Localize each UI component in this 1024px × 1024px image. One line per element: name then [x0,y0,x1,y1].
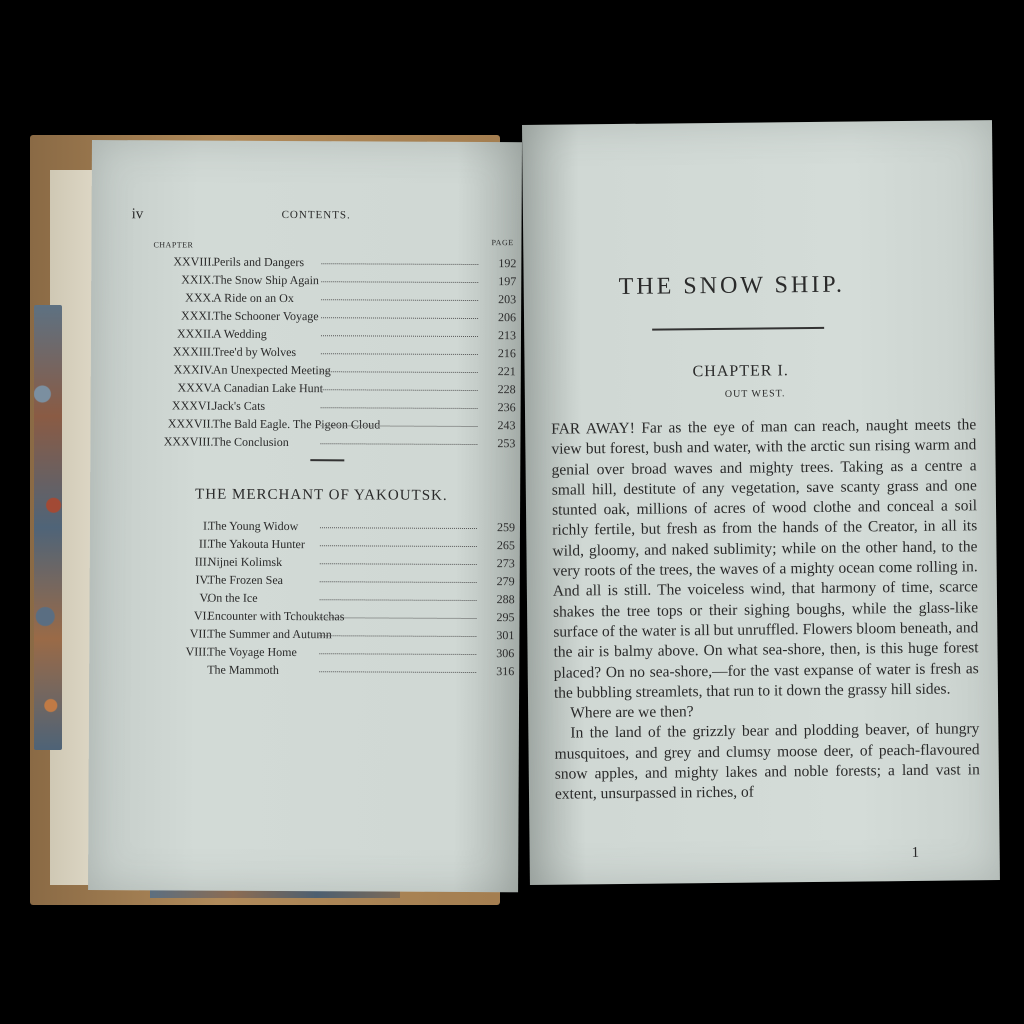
chapter-title: On the Ice [207,590,258,605]
page-ref: 216 [497,346,516,361]
leader-dots [320,443,477,445]
chapter-number: III. [194,554,210,569]
chapter-number: VIII. [185,644,210,659]
divider [652,327,824,331]
contents-entry [131,378,516,398]
contents-entry [129,642,514,662]
chapter-title: The Snow Ship Again [213,272,319,288]
chapter-number: XXIX. [181,272,215,287]
contents-entry [131,396,516,416]
contents-entry [130,414,515,434]
chapter-number: XXXVII. [167,416,214,431]
page-ref: 259 [496,520,516,535]
page-number: iv [131,206,144,223]
contents-list [130,252,516,452]
contents-entry [131,288,516,308]
page-ref: 265 [496,538,515,553]
column-heading-chapter: CHAPTER [153,240,194,250]
contents-entry [129,624,514,644]
contents-entry [129,660,514,680]
leader-dots [319,635,476,637]
leader-dots [321,317,478,319]
leader-dots [321,389,478,391]
page-ref: 192 [498,256,517,271]
paragraph: Where are we then? [570,703,694,722]
contents-entry [130,552,515,572]
chapter-number: XXXVIII. [163,434,214,449]
page-ref: 253 [497,436,516,451]
chapter-number: XXXI. [181,308,215,323]
book-title: THE SNOW SHIP. [618,271,846,300]
chapter-number: XXXII. [176,326,215,341]
page-ref: 316 [496,664,515,679]
column-heading-page: PAGE [491,238,514,248]
leader-dots [321,263,478,265]
chapter-number: I. [202,518,211,533]
page-ref: 306 [496,646,515,661]
leader-dots [321,281,478,283]
leader-dots [320,527,477,529]
body-text [551,415,980,805]
left-page [88,140,522,892]
chapter-title: The Yakouta Hunter [207,536,305,552]
leader-dots [320,581,477,583]
chapter-number: XXVIII. [173,254,215,269]
contents-entry [129,606,514,626]
chapter-title: Nijnei Kolimsk [207,554,283,570]
chapter-title: A Ride on an Ox [213,290,294,306]
page-ref: 295 [496,610,515,625]
chapter-title: A Canadian Lake Hunt [212,380,324,396]
contents-entry [130,432,515,452]
leader-dots [320,563,477,565]
chapter-title: Jack's Cats [212,398,266,413]
contents-entry [130,570,515,590]
contents-list-2 [129,516,515,680]
leader-dots [319,653,476,655]
page-ref: 203 [498,292,517,307]
contents-entry [130,588,515,608]
page-ref: 228 [497,382,516,397]
page-number: 1 [911,844,920,861]
page-ref: 279 [496,574,515,589]
divider [310,459,344,461]
leader-dots [321,335,478,337]
chapter-title: The Mammoth [207,662,279,677]
chapter-title: Perils and Dangers [213,254,305,270]
page-ref: 288 [496,592,515,607]
contents-entry [131,360,516,380]
leader-dots [321,407,478,409]
contents-entry [130,516,515,536]
running-head: CONTENTS. [281,208,351,222]
chapter-number: XXXIV. [173,362,214,377]
contents-entry [131,252,516,272]
chapter-title: Encounter with Tchouktchas [207,608,345,624]
chapter-heading: CHAPTER I. [692,362,789,381]
chapter-number: XXXV. [177,380,214,395]
chapter-title: Tree'd by Wolves [212,344,297,360]
page-ref: 213 [497,328,517,343]
paragraph: FAR AWAY! Far as the eye of man can reach, naught meets the view but forest, bush and water, with the arctic sun rising warm and genial over broad waves and mighty trees. Taking as a centre a small hill, destitute of any vegetation, save scanty grass and one stunted oak, millions of acres of wood clothe and conceal a soil richly fertile, but fresh as from the hands of the Creator, in all its wild, gloomy, and naked sublimity; while on the other hand, to the very roots of the trees, the waves of a mighty ocean come rolling in. And all is still. The voiceless wind, that harmony of time, scarce shakes the tree tops or their sighing boughs, while the glass-like surface of the water is all but unruffled. Flowers bloom beneath, and the air is balmy above. On what sea-shore, then, is this huge forest placed? On no sea-shore,—for the vast expanse of water is fresh as the bubbling streamlets, that run to it down the grassy hill sides. [551,416,979,702]
chapter-title: The Summer and Autumn [207,626,332,642]
page-ref: 197 [498,274,517,289]
page-ref: 243 [497,418,516,433]
page-ref: 273 [496,556,515,571]
page-ref: 221 [497,364,516,379]
leader-dots [319,671,476,673]
contents-entry [131,342,516,362]
leader-dots [320,599,477,601]
chapter-title: The Schooner Voyage [213,308,319,324]
chapter-number: XXXVI. [171,398,214,413]
contents-entry [131,306,516,326]
leader-dots [321,371,478,373]
chapter-number: VI. [193,608,210,623]
leader-dots [321,299,478,301]
marbled-endpaper [34,305,62,750]
leader-dots [321,353,478,355]
page-ref: 206 [498,310,517,325]
page-ref: 236 [497,400,516,415]
chapter-title: A Wedding [212,326,267,341]
chapter-title: An Unexpected Meeting [212,362,331,378]
chapter-number: II. [198,536,210,551]
chapter-title: The Young Widow [207,518,299,534]
chapter-subtitle: OUT WEST. [724,388,786,400]
contents-entry [130,534,515,554]
contents-entry [131,324,516,344]
page-ref: 301 [496,628,515,643]
section-title: THE MERCHANT OF YAKOUTSK. [195,486,448,504]
chapter-number: XXXIII. [172,344,214,359]
chapter-number: V. [199,590,210,605]
contents-entry [131,270,516,290]
chapter-number: XXX. [185,290,215,305]
chapter-title: The Frozen Sea [207,572,284,588]
leader-dots [320,545,477,547]
chapter-title: The Bald Eagle. The Pigeon Cloud [212,416,381,432]
right-page [522,120,1000,885]
paragraph: In the land of the grizzly bear and plodding beaver, of hungry musquitoes, and grey and clumsy moose deer, of peach-flavoured snow apples, and mighty lakes and noble forests; a land vast in extent, unsurpassed in riches, of [554,720,980,804]
chapter-title: The Conclusion [212,434,289,450]
chapter-number: IV. [195,572,210,587]
chapter-number: VII. [189,626,210,641]
chapter-title: The Voyage Home [207,644,297,660]
